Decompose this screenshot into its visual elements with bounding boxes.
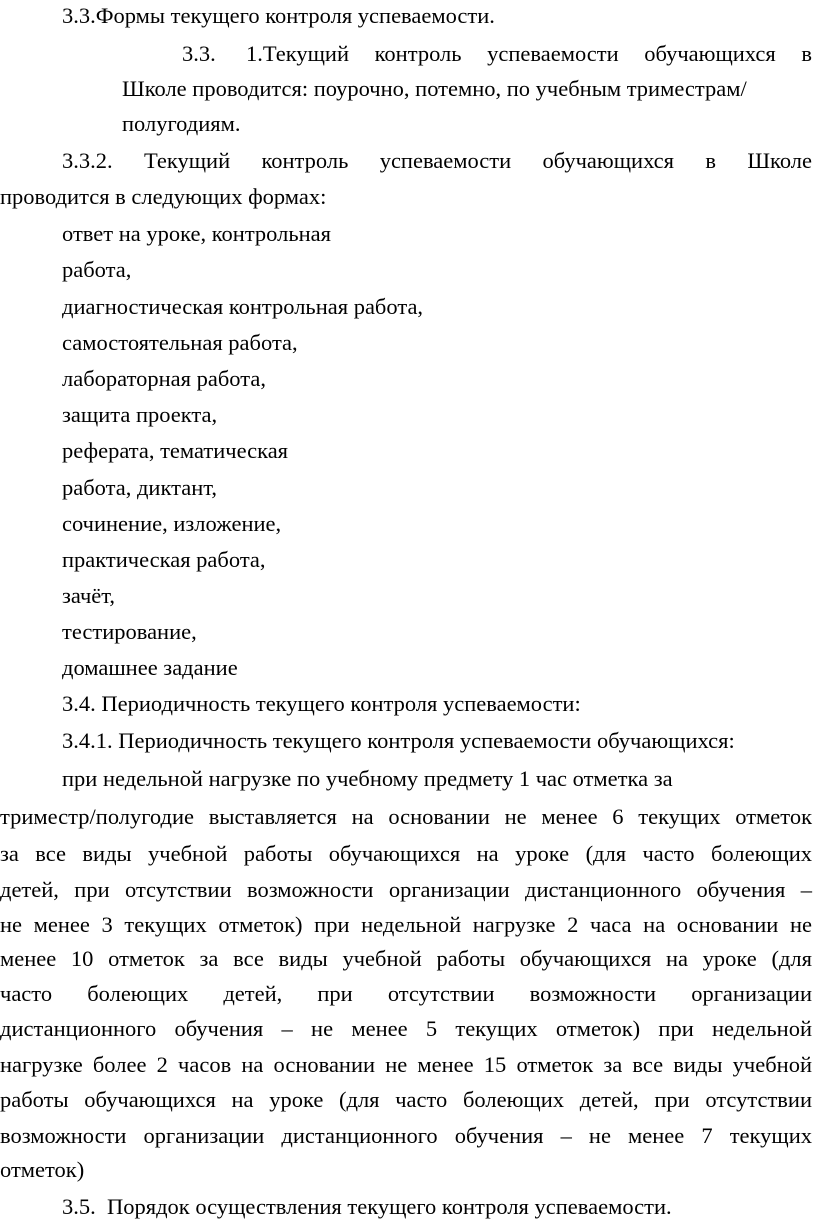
list-item: практическая работа, (62, 547, 266, 572)
list-item: диагностическая контрольная работа, (62, 294, 424, 319)
paragraph-line: не менее 3 текущих отметок) при недельной нагрузке 2 часа на основании не (0, 912, 812, 937)
list-item: зачёт, (62, 583, 116, 608)
list-item: тестирование, (62, 619, 197, 644)
list-item: реферата, тематическая (62, 438, 289, 463)
para-3-3-2-line-2: проводится в следующих формах: (0, 184, 327, 209)
list-item: работа, (62, 257, 132, 282)
heading-3-3: 3.3.Формы текущего контроля успеваемости. (62, 3, 495, 28)
paragraph-line: детей, при отсутствии возможности организации дистанционного обучения – (0, 877, 812, 902)
para-3-3-1-line-2: Школе проводится: поурочно, потемно, по учебным триместрам/ (122, 76, 747, 101)
paragraph-line: триместр/полугодие выставляется на основании не менее 6 текущих отметок (0, 804, 812, 829)
paragraph-line: за все виды учебной работы обучающихся на уроке (для часто болеющих (0, 841, 812, 866)
paragraph-line: менее 10 отметок за все виды учебной работы обучающихся на уроке (для (0, 946, 812, 971)
heading-3-5: 3.5. Порядок осуществления текущего контроля успеваемости. (62, 1194, 672, 1219)
para-3-3-2-line-1: 3.3.2. Текущий контроль успеваемости обучающихся в Школе (62, 148, 812, 173)
paragraph-line: нагрузке более 2 часов на основании не менее 15 отметок за все виды учебной (0, 1052, 812, 1077)
para-3-3-1-line-3: полугодиям. (122, 111, 241, 136)
list-item: лабораторная работа, (62, 366, 266, 391)
list-item: ответ на уроке, контрольная (62, 221, 331, 246)
para-3-3-1-number: 3.3. (182, 41, 216, 66)
paragraph-line: возможности организации дистанционного обучения – не менее 7 текущих (0, 1123, 812, 1148)
paragraph-line: работы обучающихся на уроке (для часто болеющих детей, при отсутствии (0, 1087, 812, 1112)
heading-3-4-1: 3.4.1. Периодичность текущего контроля успеваемости обучающихся: (62, 728, 735, 753)
para-3-3-1-line-1: 1.Текущий контроль успеваемости обучающихся в (246, 41, 812, 66)
list-item: сочинение, изложение, (62, 511, 282, 536)
paragraph-line: отметок) (0, 1157, 85, 1182)
heading-3-4: 3.4. Периодичность текущего контроля успеваемости: (62, 691, 581, 716)
list-item: самостоятельная работа, (62, 330, 298, 355)
list-item: работа, диктант, (62, 475, 218, 500)
paragraph-line: часто болеющих детей, при отсутствии возможности организации (0, 981, 812, 1006)
list-item: домашнее задание (62, 655, 238, 680)
paragraph-line: при недельной нагрузке по учебному предмету 1 час отметка за (62, 766, 673, 791)
paragraph-line: дистанционного обучения – не менее 5 текущих отметок) при недельной (0, 1016, 812, 1041)
list-item: защита проекта, (62, 402, 218, 427)
